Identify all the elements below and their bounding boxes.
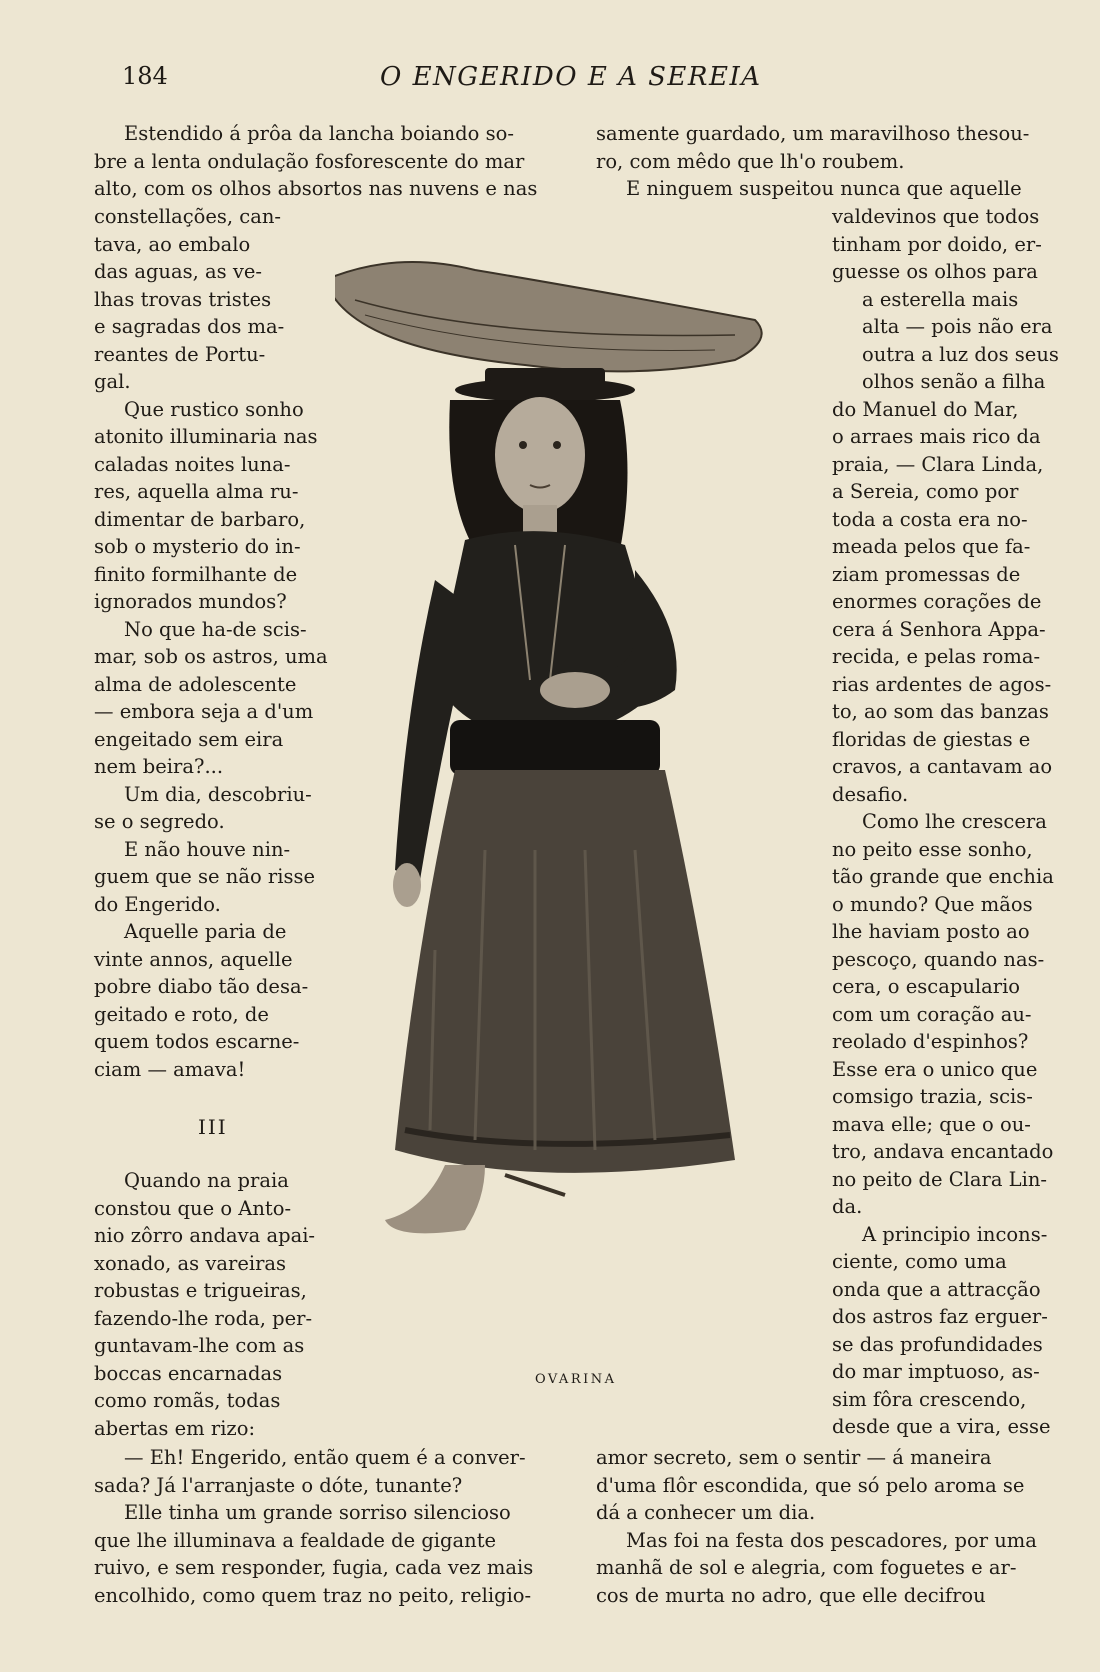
text-line: a Sereia, como por <box>832 480 1019 503</box>
text-line: como romãs, todas <box>94 1389 281 1412</box>
text-line: onda que a attracção <box>832 1277 1041 1301</box>
page-header <box>0 58 1100 98</box>
text-line: caladas noites luna- <box>94 452 291 476</box>
text-line: engeitado sem eira <box>94 727 284 751</box>
text-line: guesse os olhos para <box>832 260 1038 283</box>
text-line: recida, e pelas roma- <box>832 645 1041 668</box>
text-line: olhos senão a filha <box>862 370 1046 393</box>
text-line: guem que se não risse <box>94 865 316 888</box>
text-line: se o segredo. <box>94 810 225 833</box>
section-heading: III <box>198 1115 228 1139</box>
text-line: alma de adolescente <box>94 672 297 696</box>
text-line: boccas encarnadas <box>94 1361 283 1385</box>
text-line: valdevinos que todos <box>832 205 1040 228</box>
text-line: abertas em rizo: <box>94 1416 256 1440</box>
text-line: enormes corações de <box>832 590 1042 613</box>
text-line: da. <box>832 1195 863 1218</box>
text-line: floridas de giestas e <box>832 727 1031 751</box>
woman-figure-illustration <box>335 250 815 1360</box>
text-line: ruivo, e sem responder, fugia, cada vez mais <box>94 1556 534 1579</box>
text-line: nem beira?... <box>94 755 224 778</box>
text-line: samente guardado, um maravilhoso thesou- <box>596 122 1030 145</box>
text-line: ziam promessas de <box>832 562 1021 586</box>
text-line: das aguas, as ve- <box>94 260 262 283</box>
text-line: Aquelle paria de <box>124 920 287 943</box>
text-line: manhã de sol e alegria, com foguetes e ar- <box>596 1556 1017 1579</box>
text-line: com um coração au- <box>832 1002 1032 1026</box>
text-line: bre a lenta ondulação fosforescente do mar <box>94 149 525 173</box>
text-line: do Engerido. <box>94 892 221 916</box>
text-line: no peito de Clara Lin- <box>832 1167 1048 1191</box>
text-line: res, aquella alma ru- <box>94 480 299 503</box>
text-line: ciente, como uma <box>832 1250 1007 1273</box>
text-line: se das profundidades <box>832 1332 1043 1356</box>
text-line: reolado d'espinhos? <box>832 1030 1029 1053</box>
text-line: Como lhe crescera <box>862 810 1047 833</box>
left-column-section <box>94 1167 324 1442</box>
left-column-top <box>94 120 556 203</box>
text-line: desde que a vira, esse <box>832 1415 1051 1438</box>
text-line: xonado, as vareiras <box>94 1251 287 1275</box>
text-line: dimentar de barbaro, <box>94 507 306 531</box>
text-line: toda a costa era no- <box>832 507 1028 531</box>
text-line: sob o mysterio do in- <box>94 535 301 558</box>
text-line: Mas foi na festa dos pescadores, por uma <box>626 1528 1037 1552</box>
text-line: Elle tinha um grande sorriso silencioso <box>124 1501 511 1524</box>
right-column-wrapped <box>832 203 1066 1441</box>
text-line: quem todos escarne- <box>94 1030 300 1053</box>
text-line: — Eh! Engerido, então quem é a conver- <box>124 1446 526 1469</box>
left-column-bottom <box>94 1444 556 1609</box>
text-line: encolhido, como quem traz no peito, religio- <box>94 1583 532 1607</box>
text-line: fazendo-lhe roda, per- <box>94 1306 313 1330</box>
text-line: cravos, a cantavam ao <box>832 755 1053 778</box>
text-line: alto, com os olhos absortos nas nuvens e nas <box>94 177 538 200</box>
text-line: sim fôra crescendo, <box>832 1387 1027 1411</box>
text-line: cera á Senhora Appa- <box>832 617 1046 641</box>
text-line: lhas trovas tristes <box>94 287 272 311</box>
text-line: E não houve nin- <box>124 837 291 861</box>
text-line: d'uma flôr escondida, que só pelo aroma se <box>596 1473 1025 1497</box>
text-line: no peito esse sonho, <box>832 837 1033 861</box>
text-line: cera, o escapulario <box>832 975 1021 998</box>
text-line: ignorados mundos? <box>94 590 287 613</box>
text-line: outra a luz dos seus <box>862 342 1059 366</box>
text-line: comsigo trazia, scis- <box>832 1085 1033 1108</box>
text-line: — embora seja a d'um <box>94 700 314 723</box>
text-line: dos astros faz erguer- <box>832 1305 1048 1328</box>
text-line: No que ha-de scis- <box>124 617 307 641</box>
text-line: Um dia, descobriu- <box>124 782 312 806</box>
text-line: geitado e roto, de <box>94 1002 269 1026</box>
text-line: guntavam-lhe com as <box>94 1334 305 1357</box>
text-line: atonito illuminaria nas <box>94 425 318 448</box>
left-column-wrapped <box>94 203 328 1083</box>
text-line: que lhe illuminava a fealdade de gigante <box>94 1528 497 1552</box>
text-line: mar, sob os astros, uma <box>94 645 328 668</box>
text-line: gal. <box>94 370 131 393</box>
text-line: lhe haviam posto ao <box>832 920 1030 943</box>
text-line: Esse era o unico que <box>832 1057 1038 1081</box>
text-line: meada pelos que fa- <box>832 535 1031 558</box>
page-number: 184 <box>122 62 168 90</box>
text-line: constou que o Anto- <box>94 1196 292 1220</box>
text-line: a esterella mais <box>862 287 1019 311</box>
text-line: desafio. <box>832 782 909 806</box>
text-line: dá a conhecer um dia. <box>596 1501 816 1524</box>
text-line: reantes de Portu- <box>94 342 266 366</box>
text-line: Que rustico sonho <box>124 397 304 421</box>
text-line: vinte annos, aquelle <box>94 947 293 971</box>
figure-caption: OVARINA <box>535 1372 617 1387</box>
text-line: pobre diabo tão desa- <box>94 975 309 998</box>
text-line: do mar imptuoso, as- <box>832 1360 1040 1383</box>
text-line: pescoço, quando nas- <box>832 947 1045 971</box>
text-line: o arraes mais rico da <box>832 425 1041 448</box>
text-line: robustas e trigueiras, <box>94 1279 307 1302</box>
text-line: sada? Já l'arranjaste o dóte, tunante? <box>94 1473 463 1497</box>
text-line: Estendido á prôa da lancha boiando so- <box>124 122 514 145</box>
text-line: A principio incons- <box>862 1222 1048 1246</box>
text-line: constellações, can- <box>94 205 282 228</box>
text-line: to, ao som das banzas <box>832 700 1049 723</box>
text-line: ro, com mêdo que lh'o roubem. <box>596 149 905 173</box>
text-line: tão grande que enchia <box>832 865 1054 888</box>
text-line: o mundo? Que mãos <box>832 892 1033 916</box>
text-line: Quando na praia <box>124 1169 289 1192</box>
right-column-top <box>596 120 1066 203</box>
text-line: nio zôrro andava apai- <box>94 1224 316 1247</box>
text-line: E ninguem suspeitou nunca que aquelle <box>626 177 1022 200</box>
text-line: tinham por doido, er- <box>832 232 1042 256</box>
running-title: O ENGERIDO E A SEREIA <box>380 62 762 92</box>
text-line: alta — pois não era <box>862 315 1053 338</box>
text-line: amor secreto, sem o sentir — á maneira <box>596 1446 992 1469</box>
text-line: do Manuel do Mar, <box>832 397 1019 421</box>
text-line: e sagradas dos ma- <box>94 315 285 338</box>
text-line: finito formilhante de <box>94 562 298 586</box>
text-line: tava, ao embalo <box>94 232 251 256</box>
text-line: praia, — Clara Linda, <box>832 452 1044 476</box>
text-line: cos de murta no adro, que elle decifrou <box>596 1583 986 1607</box>
text-line: tro, andava encantado <box>832 1140 1054 1163</box>
text-line: mava elle; que o ou- <box>832 1112 1031 1136</box>
text-line: ciam — amava! <box>94 1057 246 1081</box>
text-line: rias ardentes de agos- <box>832 672 1052 696</box>
right-column-bottom <box>596 1444 1066 1609</box>
illustration-ovarina <box>335 250 815 1360</box>
